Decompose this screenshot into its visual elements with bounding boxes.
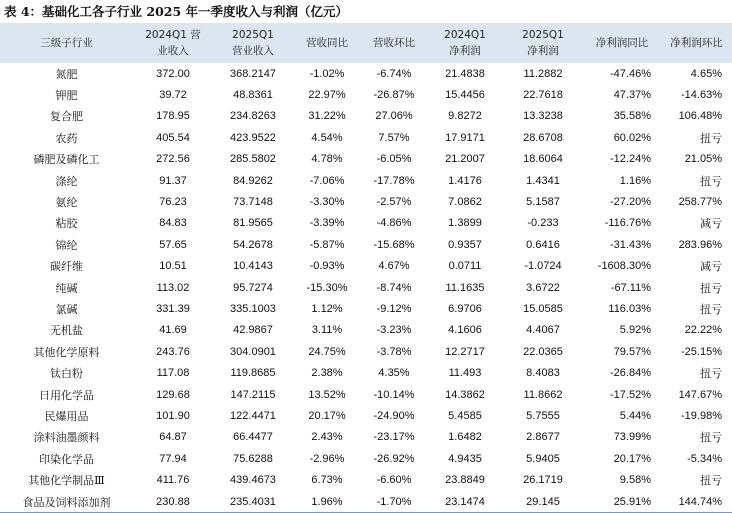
cell-np-2024q1: 23.1474	[427, 491, 503, 513]
cell-np-yoy: 60.02%	[613, 131, 651, 144]
cell-rev-qoq: -3.23%	[376, 324, 412, 337]
cell-np-2024q1: 14.3862	[445, 388, 485, 401]
row-label: 其他化学原料	[33, 345, 100, 359]
cell-np-2025q1: 22.0365	[523, 345, 563, 358]
row-label: 钾肥	[55, 89, 78, 103]
cell-rev-yoy: 13.52%	[308, 388, 346, 401]
cell-np-yoy: 5.92%	[619, 324, 651, 337]
cell-rev-2024q1: 39.72	[159, 89, 187, 102]
cell-np-2025q1: 11.8662	[523, 388, 563, 401]
cell-np-2024q1: 23.8849	[445, 474, 485, 487]
table-row	[0, 234, 732, 255]
cell-np-yoy: -31.43%	[610, 238, 651, 251]
row-label: 民爆用品	[44, 409, 89, 423]
cell-np-qoq: 扭亏	[700, 431, 722, 445]
cell-rev-qoq: -2.57%	[376, 196, 412, 209]
cell-rev-qoq: -24.90%	[373, 409, 415, 422]
cell-np-2025q1: 18.6064	[523, 153, 563, 166]
cell-rev-qoq: -6.60%	[376, 474, 412, 487]
cell-np-2024q1: 5.4585	[448, 409, 482, 422]
cell-np-qoq: 147.67%	[678, 388, 722, 401]
row-label: 氮肥	[55, 67, 78, 81]
cell-rev-qoq: 7.57%	[378, 131, 410, 144]
cell-np-2025q1: 3.6722	[526, 281, 560, 294]
cell-rev-2025q1: 368.2147	[230, 67, 276, 80]
cell-rev-2025q1: 423.9522	[230, 131, 276, 144]
table-row	[0, 427, 732, 448]
row-label: 氨纶	[55, 196, 78, 210]
row-label: 复合肥	[50, 110, 83, 124]
cell-np-2025q1: 5.7555	[526, 409, 560, 422]
cell-np-2024q1: 6.9706	[448, 302, 482, 315]
row-label: 纯碱	[55, 281, 78, 295]
cell-np-2024q1: 21.2007	[445, 153, 485, 166]
cell-np-2025q1: 8.4083	[526, 367, 560, 380]
cell-rev-2024q1: 10.51	[159, 260, 187, 273]
cell-rev-yoy: -2.96%	[309, 452, 345, 465]
header-line-2: 净利润	[527, 45, 559, 57]
cell-np-qoq: 减亏	[700, 217, 722, 231]
cell-rev-2024q1: 405.54	[156, 131, 190, 144]
cell-np-2025q1: 29.145	[503, 491, 583, 513]
cell-np-2025q1: 26.1719	[523, 474, 563, 487]
table-row	[0, 448, 732, 469]
cell-np-qoq: 扭亏	[700, 302, 722, 316]
cell-rev-2024q1: 77.94	[159, 452, 187, 465]
table-row	[0, 106, 732, 127]
header-line-1: 2025Q1	[522, 29, 564, 41]
row-label: 无机盐	[50, 324, 83, 338]
cell-rev-2024q1: 41.69	[159, 324, 187, 337]
header-rev-yoy	[293, 23, 361, 63]
cell-rev-2024q1: 57.65	[159, 238, 187, 251]
cell-rev-2024q1: 178.95	[156, 110, 190, 123]
cell-rev-2025q1: 81.9565	[233, 217, 273, 230]
revenue-profit-table	[0, 23, 723, 513]
cell-np-yoy: -47.46%	[610, 67, 651, 80]
cell-rev-qoq: -6.74%	[376, 67, 412, 80]
cell-np-yoy: -17.52%	[610, 388, 651, 401]
cell-rev-yoy: -5.87%	[309, 238, 345, 251]
cell-rev-qoq: -6.05%	[376, 153, 412, 166]
header-line-1: 2024Q1 营	[145, 29, 201, 41]
cell-rev-qoq: -23.17%	[373, 431, 415, 444]
cell-rev-2024q1: 113.02	[156, 281, 190, 294]
cell-rev-2025q1: 119.8685	[230, 367, 276, 380]
cell-rev-2025q1: 54.2678	[233, 238, 273, 251]
cell-rev-qoq: 4.35%	[378, 367, 410, 380]
cell-np-yoy: 1.16%	[619, 174, 651, 187]
cell-rev-yoy: -7.06%	[309, 174, 345, 187]
row-label: 钛白粉	[50, 367, 83, 381]
header-line-2: 净利润	[449, 45, 481, 57]
cell-rev-qoq: -9.12%	[376, 302, 412, 315]
cell-np-2024q1: 0.0711	[448, 260, 482, 273]
cell-rev-2025q1: 147.2115	[230, 388, 276, 401]
header-np-yoy	[583, 23, 661, 63]
cell-np-2025q1: 15.0585	[523, 302, 563, 315]
table-row	[0, 405, 732, 426]
cell-np-qoq: 扭亏	[700, 474, 722, 488]
cell-rev-yoy: 20.17%	[308, 409, 346, 422]
cell-np-qoq: 4.65%	[690, 67, 722, 80]
table-row	[0, 362, 732, 383]
cell-rev-2025q1: 235.4031	[213, 491, 293, 513]
header-line-2: 营业收入	[232, 45, 274, 57]
row-label: 涂料油墨颜料	[33, 431, 100, 445]
row-label: 锦纶	[55, 238, 78, 252]
cell-np-2025q1: 0.6416	[526, 238, 560, 251]
header-line-1: 2025Q1	[232, 29, 274, 41]
cell-np-yoy: 116.03%	[608, 302, 651, 315]
cell-rev-yoy: 31.22%	[308, 110, 346, 123]
cell-np-2024q1: 4.1606	[448, 324, 482, 337]
cell-np-yoy: -116.76%	[604, 217, 651, 230]
cell-np-yoy: -27.20%	[610, 196, 651, 209]
cell-np-yoy: 20.17%	[613, 452, 651, 465]
cell-np-qoq: 144.74%	[661, 491, 732, 513]
table-row	[0, 341, 732, 362]
cell-rev-yoy: -15.30%	[306, 281, 348, 294]
header-line-1: 净利润同比	[595, 37, 649, 49]
cell-rev-qoq: -3.78%	[376, 345, 412, 358]
cell-np-yoy: 79.57%	[613, 345, 651, 358]
header-line-1: 2024Q1	[444, 29, 486, 41]
cell-np-qoq: 减亏	[700, 260, 722, 274]
cell-rev-2025q1: 66.4477	[233, 431, 273, 444]
table-row	[0, 63, 732, 84]
cell-np-2025q1: 2.8677	[526, 431, 560, 444]
table-row	[0, 491, 732, 513]
row-label: 涤纶	[55, 174, 78, 188]
cell-np-qoq: 扭亏	[700, 174, 722, 188]
cell-rev-yoy: 1.12%	[311, 302, 343, 315]
header-line-1: 净利润环比	[670, 37, 723, 49]
cell-np-qoq: 22.22%	[684, 324, 722, 337]
cell-rev-2025q1: 95.7274	[233, 281, 273, 294]
cell-rev-2025q1: 439.4673	[230, 474, 276, 487]
cell-rev-qoq: -1.70%	[361, 491, 427, 513]
cell-rev-2025q1: 73.7148	[233, 196, 273, 209]
cell-np-yoy: 73.99%	[613, 431, 651, 444]
cell-np-2025q1: 11.2882	[523, 67, 563, 80]
cell-np-2024q1: 15.4456	[445, 89, 485, 102]
cell-rev-2025q1: 122.4471	[230, 409, 276, 422]
cell-np-2024q1: 21.4838	[445, 67, 485, 80]
cell-rev-2025q1: 335.1003	[230, 302, 276, 315]
cell-rev-yoy: 4.78%	[311, 153, 343, 166]
cell-rev-yoy: 22.97%	[308, 89, 346, 102]
cell-np-yoy: 35.58%	[613, 110, 651, 123]
cell-np-2024q1: 1.6482	[448, 431, 482, 444]
row-label: 其他化学制品Ⅲ	[28, 474, 105, 488]
cell-rev-qoq: -17.78%	[373, 174, 415, 187]
cell-np-qoq: 106.48%	[678, 110, 722, 123]
table-row	[0, 84, 732, 105]
table-row	[0, 384, 732, 405]
cell-rev-yoy: -0.93%	[309, 260, 345, 273]
cell-np-qoq: 258.77%	[678, 196, 722, 209]
row-label: 氯碱	[55, 302, 78, 316]
header-np-qoq	[661, 23, 732, 63]
header-sub-industry	[0, 23, 133, 63]
cell-rev-yoy: 24.75%	[308, 345, 346, 358]
row-label: 食品及饲料添加剂	[0, 491, 133, 513]
cell-rev-2025q1: 75.6288	[233, 452, 273, 465]
table-row	[0, 127, 732, 148]
table-body	[0, 63, 732, 513]
cell-rev-2025q1: 48.8361	[233, 89, 273, 102]
cell-np-2025q1: 1.4341	[526, 174, 560, 187]
header-np-2025q1	[503, 23, 583, 63]
cell-np-yoy: -12.24%	[610, 153, 651, 166]
cell-rev-2024q1: 64.87	[159, 431, 187, 444]
cell-rev-2024q1: 331.39	[156, 302, 190, 315]
table-row	[0, 298, 732, 319]
table-row	[0, 277, 732, 298]
header-rev-2024q1	[133, 23, 213, 63]
header-line-2: 业收入	[157, 45, 189, 57]
cell-np-yoy: 47.37%	[613, 89, 651, 102]
cell-rev-qoq: -15.68%	[373, 238, 415, 251]
cell-rev-2025q1: 304.0901	[230, 345, 276, 358]
cell-np-2025q1: 5.1587	[526, 196, 560, 209]
cell-rev-2024q1: 84.83	[159, 217, 187, 230]
cell-np-2025q1: 13.3238	[523, 110, 563, 123]
cell-np-2024q1: 4.9435	[448, 452, 482, 465]
row-label: 碳纤维	[50, 260, 83, 274]
header-line-1: 营收同比	[306, 37, 348, 49]
cell-np-2024q1: 0.9357	[448, 238, 482, 251]
cell-np-qoq: -14.63%	[681, 89, 722, 102]
cell-np-2025q1: -1.0724	[524, 260, 562, 273]
cell-rev-qoq: -4.86%	[376, 217, 412, 230]
table-title: 表 4：基础化工各子行业 2025 年一季度收入与利润（亿元）	[4, 4, 349, 19]
cell-rev-2024q1: 76.23	[159, 196, 187, 209]
cell-rev-2024q1: 129.68	[156, 388, 190, 401]
cell-np-yoy: -1608.30%	[597, 260, 651, 273]
table-row	[0, 469, 732, 490]
cell-rev-2024q1: 101.90	[156, 409, 190, 422]
cell-np-yoy: -67.11%	[610, 281, 651, 294]
cell-np-qoq: -5.34%	[687, 452, 722, 465]
table-row	[0, 320, 732, 341]
cell-np-qoq: -25.15%	[681, 345, 722, 358]
cell-rev-2024q1: 230.88	[133, 491, 213, 513]
table-row	[0, 191, 732, 212]
cell-rev-qoq: 4.67%	[378, 260, 410, 273]
cell-np-yoy: -26.84%	[610, 367, 651, 380]
cell-np-2024q1: 11.1635	[445, 281, 485, 294]
cell-rev-yoy: -1.02%	[309, 67, 345, 80]
cell-np-yoy: 5.44%	[619, 409, 651, 422]
cell-rev-2025q1: 234.8263	[230, 110, 276, 123]
cell-np-2024q1: 1.4176	[448, 174, 482, 187]
header-row	[0, 23, 732, 63]
row-label: 农药	[55, 131, 78, 145]
cell-rev-2024q1: 411.76	[156, 474, 190, 487]
cell-np-2024q1: 7.0862	[448, 196, 482, 209]
cell-rev-2025q1: 84.9262	[233, 174, 273, 187]
cell-rev-2024q1: 117.08	[156, 367, 190, 380]
cell-rev-yoy: 3.11%	[311, 324, 343, 337]
cell-np-2025q1: 22.7618	[523, 89, 563, 102]
table-row	[0, 213, 732, 234]
cell-np-2025q1: 4.4067	[526, 324, 560, 337]
cell-rev-yoy: -3.30%	[309, 196, 345, 209]
cell-rev-qoq: 27.06%	[375, 110, 413, 123]
cell-np-2024q1: 12.2717	[445, 345, 485, 358]
cell-np-qoq: 扭亏	[700, 367, 722, 381]
cell-np-2025q1: 28.6708	[523, 131, 563, 144]
table-row	[0, 256, 732, 277]
cell-np-2024q1: 17.9171	[445, 131, 485, 144]
cell-rev-2025q1: 285.5802	[230, 153, 276, 166]
row-label: 粘胶	[55, 217, 78, 231]
row-label: 日用化学品	[39, 388, 94, 402]
table-row	[0, 149, 732, 170]
cell-rev-2025q1: 42.9867	[233, 324, 273, 337]
row-label: 磷肥及磷化工	[33, 153, 100, 167]
cell-np-yoy: 25.91%	[583, 491, 661, 513]
cell-np-qoq: 扭亏	[700, 281, 722, 295]
table-row	[0, 170, 732, 191]
cell-np-qoq: 扭亏	[700, 131, 722, 145]
cell-rev-2025q1: 10.4143	[233, 260, 273, 273]
cell-np-2024q1: 9.8272	[448, 110, 482, 123]
cell-rev-qoq: -26.87%	[373, 89, 415, 102]
cell-np-2024q1: 11.493	[448, 367, 482, 380]
cell-np-qoq: 283.96%	[678, 238, 722, 251]
cell-rev-yoy: 1.96%	[293, 491, 361, 513]
cell-rev-qoq: -10.14%	[373, 388, 415, 401]
header-line-1: 营收环比	[373, 37, 415, 49]
header-line-1: 三级子行业	[40, 37, 93, 49]
header-rev-qoq	[361, 23, 427, 63]
cell-rev-yoy: 6.73%	[311, 474, 343, 487]
data-table	[0, 23, 732, 513]
cell-np-yoy: 9.58%	[619, 474, 651, 487]
cell-rev-yoy: 2.38%	[311, 367, 343, 380]
row-label: 印染化学品	[39, 452, 94, 466]
cell-np-qoq: -19.98%	[681, 409, 722, 422]
cell-rev-2024q1: 272.56	[156, 153, 190, 166]
cell-np-2025q1: -0.233	[527, 217, 559, 230]
cell-rev-qoq: -26.92%	[373, 452, 415, 465]
header-rev-2025q1	[213, 23, 293, 63]
cell-rev-qoq: -8.74%	[376, 281, 412, 294]
cell-rev-2024q1: 243.76	[156, 345, 190, 358]
cell-rev-yoy: 2.43%	[311, 431, 343, 444]
cell-rev-yoy: 4.54%	[311, 131, 343, 144]
cell-np-2024q1: 1.3899	[448, 217, 482, 230]
cell-rev-2024q1: 91.37	[159, 174, 187, 187]
cell-np-qoq: 21.05%	[684, 153, 722, 166]
header-np-2024q1	[427, 23, 503, 63]
cell-rev-yoy: -3.39%	[309, 217, 345, 230]
cell-rev-2024q1: 372.00	[156, 67, 190, 80]
cell-np-2025q1: 5.9405	[526, 452, 560, 465]
